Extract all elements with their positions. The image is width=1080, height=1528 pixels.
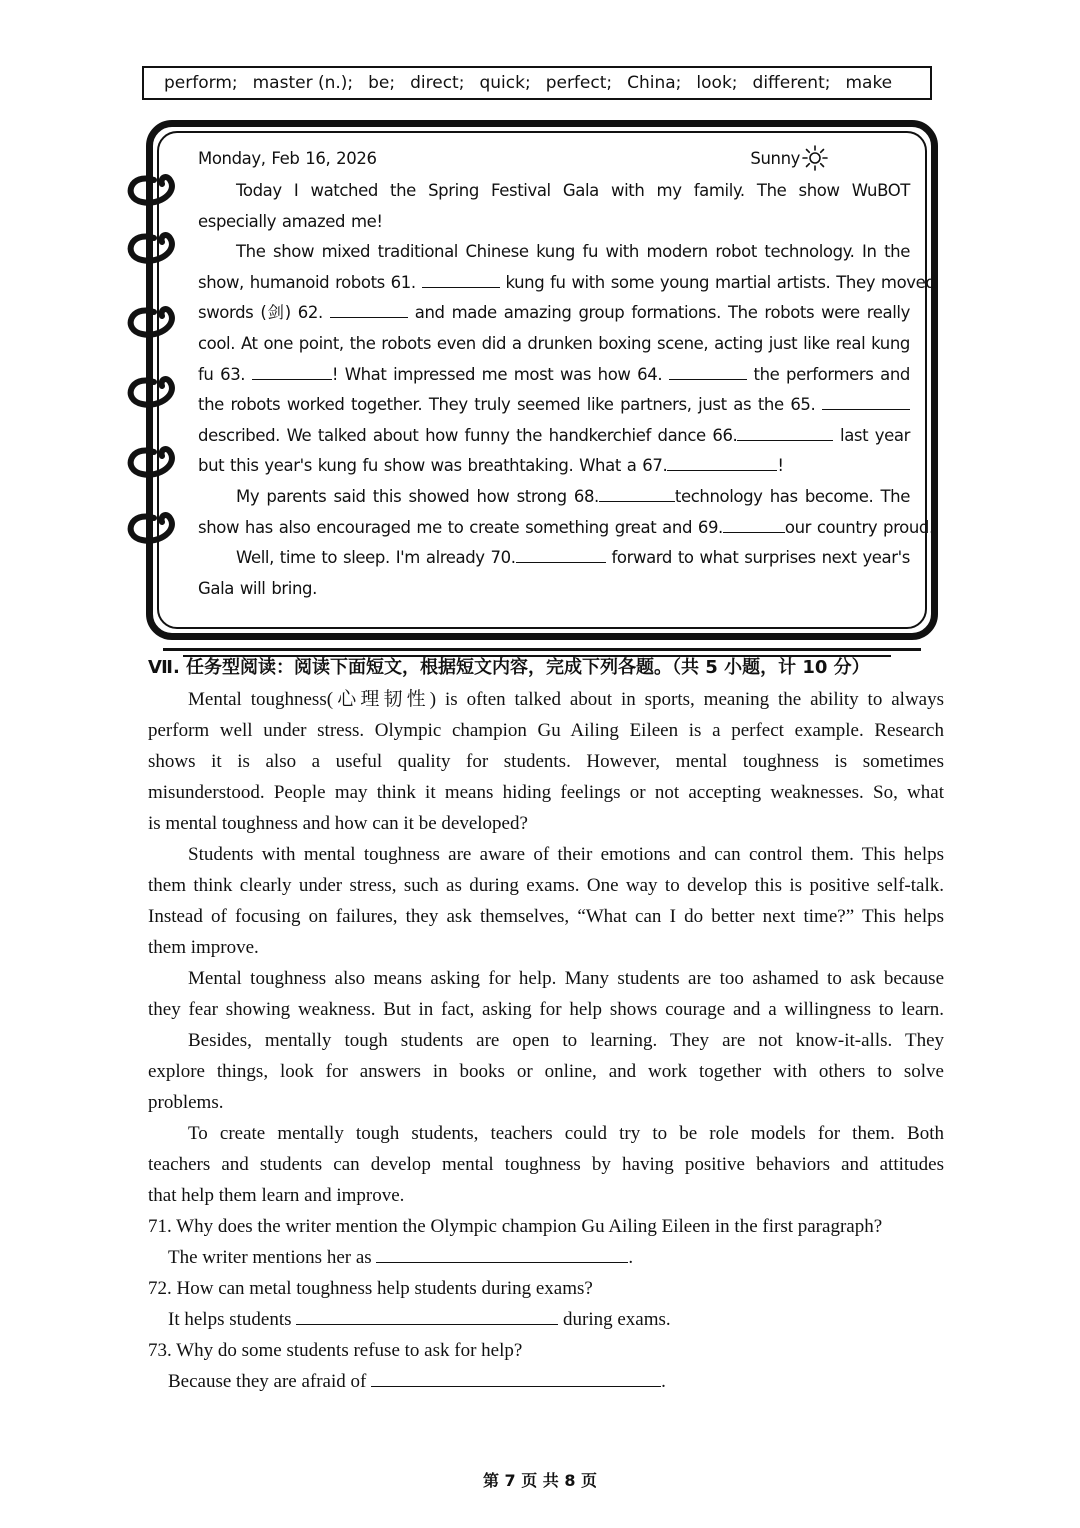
- passage-line: problems.: [148, 1092, 224, 1113]
- word-bank-item: make: [845, 73, 893, 93]
- passage-line: shows it is also a useful quality for students. However, mental toughness is sometimes: [148, 751, 944, 772]
- diary-header: [198, 140, 910, 176]
- word-bank-item: quick;: [479, 73, 531, 93]
- blank-69[interactable]: [723, 514, 785, 533]
- passage-line: that help them learn and improve.: [148, 1185, 405, 1206]
- diary-text-run: fu 63.: [198, 364, 246, 384]
- question-72: 72. How can metal toughness help students during exams?: [148, 1278, 593, 1299]
- answer-line-72: [148, 1304, 944, 1335]
- spiral-ring-icon: [120, 370, 182, 412]
- word-bank-item: perfect;: [545, 73, 613, 93]
- question-71: 71. Why does the writer mention the Olympic champion Gu Ailing Eileen in the first paragraph?: [148, 1216, 883, 1237]
- blank-61[interactable]: [422, 269, 500, 288]
- passage-line: explore things, look for answers in books or online, and work together with others to solve: [148, 1061, 944, 1082]
- diary-line: [198, 237, 910, 268]
- diary-text-run: Gala will bring.: [198, 578, 317, 598]
- diary-text-run: the robots worked together. They truly seemed like partners, just as the 65.: [198, 395, 816, 415]
- diary-date: Monday, Feb 16, 2026: [198, 148, 377, 168]
- section-title: Ⅶ. 任务型阅读：阅读下面短文，根据短文内容，完成下列各题。（共 5 小题，计 10 分）: [148, 657, 870, 678]
- passage-line: they fear showing weakness. But in fact, asking for help shows courage and a willingness to learn.: [148, 999, 944, 1020]
- passage-line: Besides, mentally tough students are open to learning. They are not know-it-alls. They: [188, 1030, 944, 1051]
- passage-line: Students with mental toughness are aware of their emotions and can control them. This helps: [188, 844, 944, 865]
- diary-text: [198, 140, 936, 604]
- diary-line: [198, 482, 910, 513]
- diary-text-run: especially amazed me!: [198, 211, 383, 231]
- diary-text-run: kung fu with some young martial artists. They moved: [505, 272, 936, 292]
- blank-68[interactable]: [599, 483, 675, 502]
- word-bank-item: master (n.);: [252, 73, 354, 93]
- diary-text-run: forward to what surprises next year's: [611, 548, 910, 568]
- passage-line: Mental toughness(心理韧性) is often talked about in sports, meaning the ability to always: [188, 689, 944, 710]
- diary-line: [198, 543, 910, 574]
- spiral-ring-icon: [120, 440, 182, 482]
- diary-line: [198, 298, 910, 329]
- diary-text-run: swords (剑) 62.: [198, 303, 323, 323]
- word-bank-item: China;: [627, 73, 682, 93]
- answer-suffix: .: [628, 1247, 634, 1268]
- passage-line: perform well under stress. Olympic champion Gu Ailing Eileen is a perfect example. Research: [148, 720, 944, 741]
- word-bank-item: be;: [368, 73, 396, 93]
- diary-line: [198, 451, 910, 482]
- passage-line: misunderstood. People may think it means hiding feelings or not accepting weaknesses. So, what: [148, 782, 944, 803]
- diary-text-run: Today I watched the Spring Festival Gala with my family. The show WuBOT: [236, 181, 910, 200]
- page-number: 第 7 页 共 8 页: [482, 1471, 598, 1490]
- diary-text-run: cool. At one point, the robots even did a drunken boxing scene, acting just like real kung: [198, 333, 910, 353]
- weather-label: Sunny: [750, 148, 800, 168]
- word-bank-item: look;: [696, 73, 738, 93]
- diary-text-run: ! What impressed me most was how 64.: [331, 364, 663, 384]
- blank-67[interactable]: [667, 452, 777, 471]
- answer-line-73: [148, 1366, 944, 1397]
- notebook-underline: [163, 648, 921, 651]
- blank-64[interactable]: [669, 361, 747, 380]
- spiral-ring-icon: [120, 168, 182, 210]
- reading-section: [148, 652, 944, 1397]
- diary-line: [198, 421, 910, 452]
- answer-blank-73[interactable]: [371, 1368, 661, 1387]
- answer-prefix: Because they are afraid of: [168, 1371, 367, 1392]
- diary-line: [198, 329, 910, 360]
- passage-line: Mental toughness also means asking for help. Many students are too ashamed to ask because: [188, 968, 944, 989]
- answer-blank-72[interactable]: [296, 1306, 558, 1325]
- blank-65[interactable]: [822, 391, 910, 410]
- word-bank-item: different;: [752, 73, 831, 93]
- spiral-ring-icon: [120, 226, 182, 268]
- weather: [750, 145, 828, 171]
- diary-text-run: our country proud.: [784, 517, 934, 537]
- diary-text-run: technology has become. The: [674, 486, 910, 506]
- diary-text-run: last year: [840, 425, 910, 445]
- diary-text-run: and made amazing group formations. The robots were really: [414, 303, 910, 323]
- word-bank-item: direct;: [410, 73, 465, 93]
- diary-line: [198, 513, 934, 544]
- diary-line: [198, 390, 910, 421]
- blank-62[interactable]: [330, 299, 408, 318]
- answer-suffix: during exams.: [563, 1309, 671, 1330]
- diary-line: [198, 574, 910, 605]
- diary-text-run: but this year's kung fu show was breathtaking. What a 67.: [198, 456, 668, 476]
- diary-text-run: show has also encouraged me to create something great and 69.: [198, 517, 723, 537]
- answer-suffix: .: [661, 1371, 666, 1392]
- diary-text-run: show, humanoid robots 61.: [198, 272, 416, 292]
- diary-text-run: The show mixed traditional Chinese kung fu with modern robot technology. In the: [236, 242, 910, 262]
- answer-prefix: It helps students: [168, 1309, 292, 1330]
- diary-text-run: My parents said this showed how strong 68.: [236, 486, 599, 506]
- diary-line: [198, 176, 910, 207]
- diary-text-run: Well, time to sleep. I'm already 70.: [236, 548, 516, 568]
- blank-70[interactable]: [516, 544, 606, 563]
- answer-blank-71[interactable]: [376, 1244, 628, 1263]
- blank-63[interactable]: [252, 361, 332, 380]
- answer-line-71: [148, 1242, 944, 1273]
- passage-line: Instead of focusing on failures, they ask themselves, “What can I do better next time?” This helps: [148, 906, 944, 927]
- passage-line: teachers and students can develop mental toughness by having positive behaviors and attitudes: [148, 1154, 944, 1175]
- answer-prefix: The writer mentions her as: [168, 1247, 372, 1268]
- blank-66[interactable]: [737, 422, 833, 441]
- word-bank-box: [142, 66, 932, 100]
- word-bank-item: perform;: [164, 73, 238, 93]
- passage-line: To create mentally tough students, teachers could try to be role models for them. Both: [188, 1123, 944, 1144]
- diary-line: [198, 268, 936, 299]
- passage-line: them improve.: [148, 937, 259, 958]
- diary-text-run: described. We talked about how funny the handkerchief dance 66.: [198, 425, 738, 445]
- passage-line: is mental toughness and how can it be developed?: [148, 813, 528, 834]
- spiral-ring-icon: [120, 506, 182, 548]
- sun-icon: [802, 145, 828, 171]
- diary-text-run: !: [777, 456, 784, 476]
- spiral-ring-icon: [120, 300, 182, 342]
- diary-line: [198, 360, 910, 391]
- diary-line: [198, 207, 910, 238]
- passage-line: them think clearly under stress, such as during exams. One way to develop this is positive self-talk.: [148, 875, 944, 896]
- diary-text-run: the performers and: [753, 364, 910, 384]
- question-73: 73. Why do some students refuse to ask for help?: [148, 1340, 523, 1361]
